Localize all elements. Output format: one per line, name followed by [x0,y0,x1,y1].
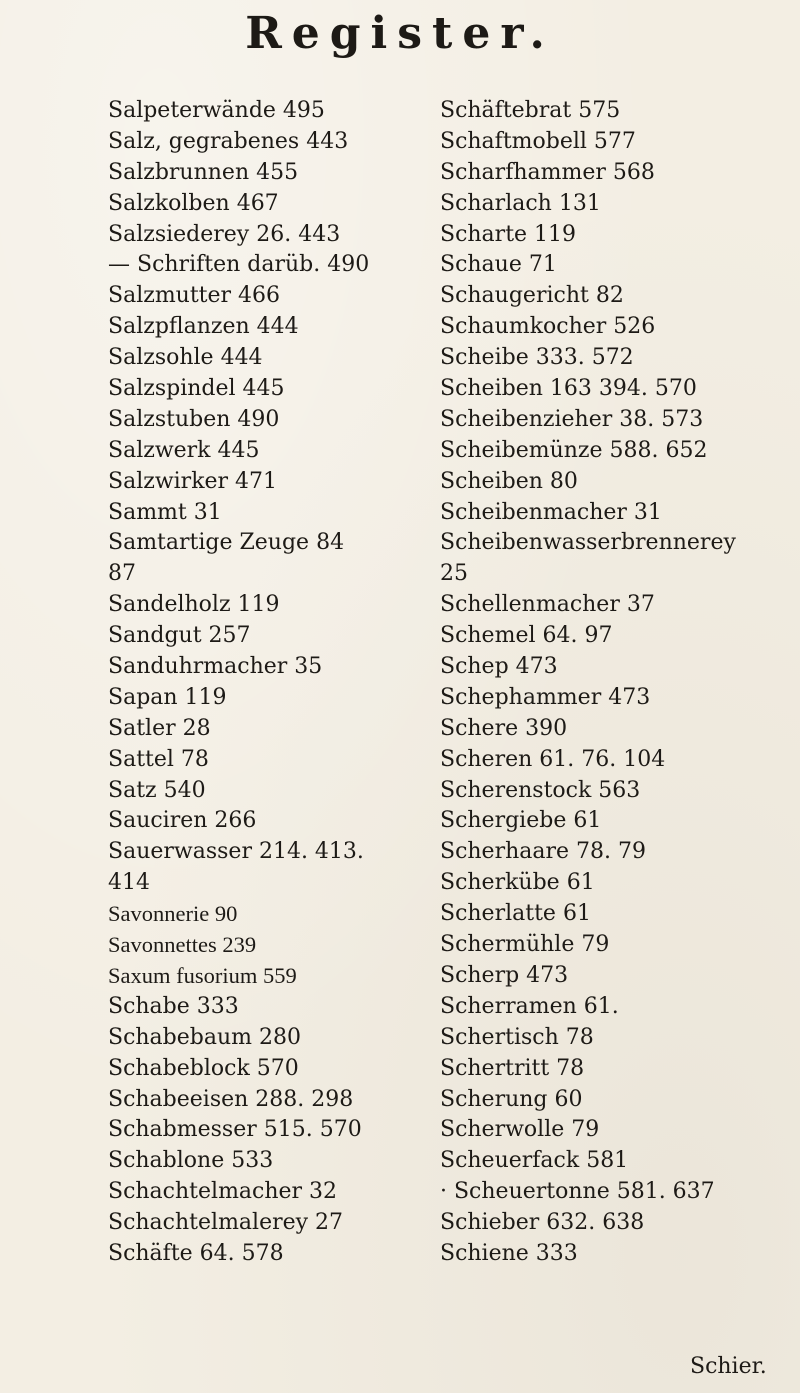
index-entry: Sattel 78 [108,746,209,772]
index-entry: Schiene 333 [440,1240,578,1266]
index-entry: Scheiben 163 394. 570 [440,376,697,402]
index-entry: Samtartige Zeuge 84 [108,530,345,556]
index-entry: Scherhaare 78. 79 [440,839,647,865]
index-column-right [440,96,780,1270]
index-entry: Salzpflanzen 444 [108,314,299,340]
index-entry: Salzbrunnen 455 [108,159,299,185]
index-entry: Scheuerfack 581 [440,1148,629,1174]
index-entry: Scheibenwasserbrennerey [440,530,736,556]
index-entry: Schablone 533 [108,1148,274,1174]
index-entry: Schabeblock 570 [108,1055,299,1081]
index-entry: Schabmesser 515. 570 [108,1117,362,1143]
index-entry: Schaumkocher 526 [440,314,656,340]
index-entry: Schaftmobell 577 [440,128,636,154]
index-entry: Scharfhammer 568 [440,159,655,185]
index-entry: Saxum fusorium 559 [108,962,297,988]
index-entry: Scheibenzieher 38. 573 [440,406,704,432]
index-entry: Scherkübe 61 [440,870,595,896]
index-entry: Scheren 61. 76. 104 [440,746,666,772]
index-entry: Schäfte 64. 578 [108,1240,284,1266]
index-entry: 25 [440,561,468,587]
index-entry: Scheibemünze 588. 652 [440,437,708,463]
index-entry: Satz 540 [108,777,206,803]
index-entry: Schermühle 79 [440,932,610,958]
index-entry: 87 [108,561,136,587]
index-column-left [108,96,443,1270]
index-entry: Scharlach 131 [440,190,601,216]
index-entry: Sauerwasser 214. 413. [108,839,364,865]
index-entry: Schep 473 [440,654,558,680]
index-entry: Salzkolben 467 [108,190,279,216]
index-entry: Scharte 119 [440,221,577,247]
index-entry: Scherung 60 [440,1086,583,1112]
catchword: Schier. [690,1354,767,1379]
index-entry: Scherenstock 563 [440,777,641,803]
index-entry: Schaugericht 82 [440,283,624,309]
index-entry: Salz, gegrabenes 443 [108,128,349,154]
index-entry: Schertisch 78 [440,1024,594,1050]
index-entry: Schere 390 [440,715,568,741]
index-entry: Schemel 64. 97 [440,623,613,649]
index-entry: Savonnettes 239 [108,932,257,958]
index-entry: — Schriften darüb. 490 [108,252,370,278]
index-entry: Sanduhrmacher 35 [108,654,323,680]
index-entry: Scheibe 333. 572 [440,345,634,371]
index-entry: Schephammer 473 [440,684,651,710]
index-entry: Salzsohle 444 [108,345,263,371]
index-entry: Savonnerie 90 [108,901,238,927]
index-entry: Salzsiederey 26. 443 [108,221,341,247]
index-entry: Schabe 333 [108,993,239,1019]
index-entry: Salzwerk 445 [108,437,260,463]
index-entry: 414 [108,870,150,896]
index-entry: Schellenmacher 37 [440,592,655,618]
index-entry: Satler 28 [108,715,211,741]
index-entry: Sammt 31 [108,499,222,525]
index-entry: Sandgut 257 [108,623,251,649]
index-entry: Sapan 119 [108,684,227,710]
index-entry: Sandelholz 119 [108,592,280,618]
index-entry: Schäftebrat 575 [440,98,621,123]
index-entry: Schieber 632. 638 [440,1210,645,1236]
index-entry: Schachtelmacher 32 [108,1179,338,1205]
index-entry: Salzspindel 445 [108,376,285,402]
index-entry: Schaue 71 [440,252,557,278]
index-entry: Salpeterwände 495 [108,98,325,123]
index-entry: Salzwirker 471 [108,468,278,494]
page-header: Register. [245,8,555,59]
index-entry: Schergiebe 61 [440,808,602,834]
index-entry: Scheiben 80 [440,468,578,494]
index-entry: Scheibenmacher 31 [440,499,662,525]
index-entry: Scherwolle 79 [440,1117,600,1143]
index-entry: Scherp 473 [440,962,569,988]
index-entry: Scherramen 61. [440,993,619,1019]
index-entry: Salzmutter 466 [108,283,281,309]
index-entry: · Scheuertonne 581. 637 [440,1179,715,1205]
index-entry: Schertritt 78 [440,1055,585,1081]
index-entry: Schabeeisen 288. 298 [108,1086,354,1112]
index-entry: Salzstuben 490 [108,406,280,432]
index-entry: Schachtelmalerey 27 [108,1210,344,1236]
index-entry: Schabebaum 280 [108,1024,301,1050]
index-entry: Scherlatte 61 [440,901,591,927]
index-entry: Sauciren 266 [108,808,257,834]
